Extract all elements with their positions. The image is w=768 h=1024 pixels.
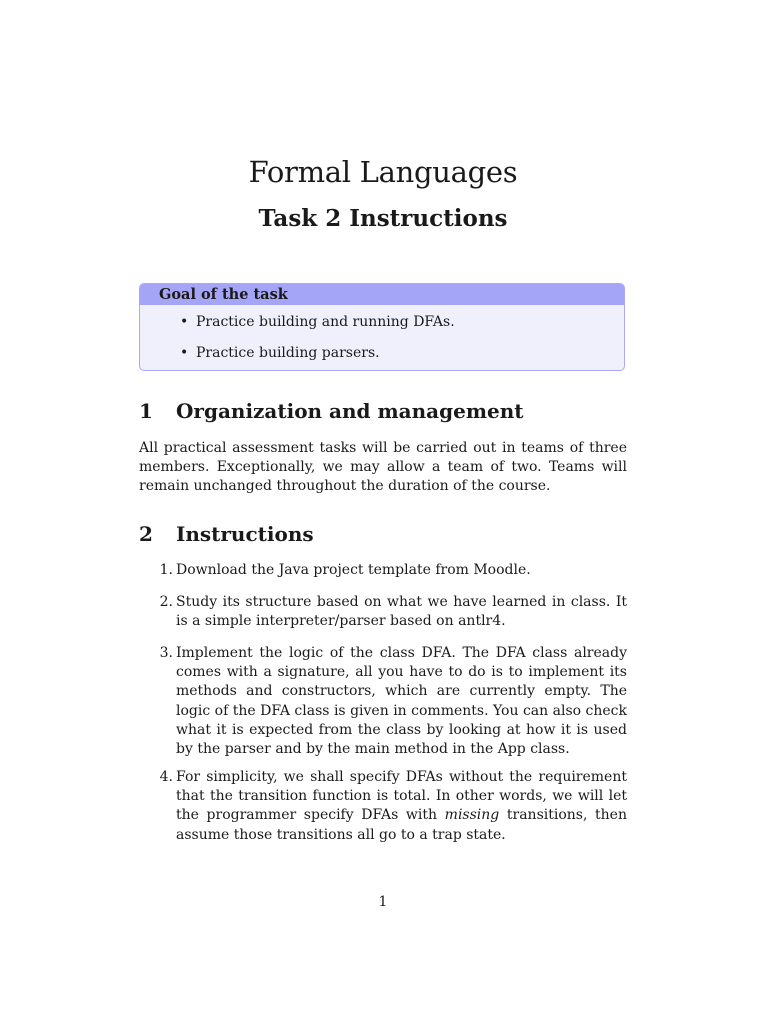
section-number: 2 [139,522,153,546]
instruction-text: Download the Java project template from Moodle. [176,562,531,578]
instruction-number: 3. [159,645,173,661]
instruction-item [139,561,627,580]
section-heading-instructions [139,522,314,546]
goal-item-text: Practice building and running DFAs. [196,314,455,330]
instruction-item [139,593,627,631]
section-title: Organization and management [176,399,524,423]
instruction-text-before: For simplicity, we shall specify DFAs without the requirement that the transition function is total. In other words, we will let the programmer specify DFAs with [176,769,627,824]
instruction-number: 2. [159,594,173,610]
page-number: 1 [378,894,388,910]
goal-item [180,313,455,344]
goal-list [180,313,455,371]
instructions-list-cont [139,768,627,845]
bullet-icon: • [180,314,189,330]
document-subtitle: Task 2 Instructions [258,205,508,232]
goal-box [139,283,625,371]
instruction-item [139,768,627,845]
goal-box-header: Goal of the task [140,284,624,305]
instruction-emphasis: missing [444,807,500,824]
bullet-icon: • [180,345,189,361]
instruction-text: Study its structure based on what we have learned in class. It is a simple interpreter/parser based on antlr4. [176,594,627,630]
instruction-number: 4. [159,769,173,785]
instruction-number: 1. [159,562,173,578]
instructions-list [139,561,627,580]
instruction-item [139,644,627,759]
instruction-text-after: transitions, then assume those transitions all go to a trap state. [176,807,627,843]
instruction-text: Implement the logic of the class DFA. The DFA class already comes with a signature, all you have to do is to implement its methods and constructors, which are currently empty. The logic of the DFA class is given in comments. You can also check what it is expected from the class by looking at how it is used by the parser and by the main method in the App class. [176,645,627,758]
instructions-list-cont [139,593,627,631]
section-title: Instructions [176,522,314,546]
goal-item-text: Practice building parsers. [196,345,380,361]
section-number: 1 [139,399,153,423]
instructions-list-cont [139,644,627,759]
section-heading-organization [139,399,523,423]
document-title: Formal Languages [248,155,518,189]
goal-item [180,344,455,371]
section-paragraph: All practical assessment tasks will be carried out in teams of three members. Exceptionally, we may allow a team of two. Teams will remain unchanged throughout the duration of the course. [139,440,627,494]
